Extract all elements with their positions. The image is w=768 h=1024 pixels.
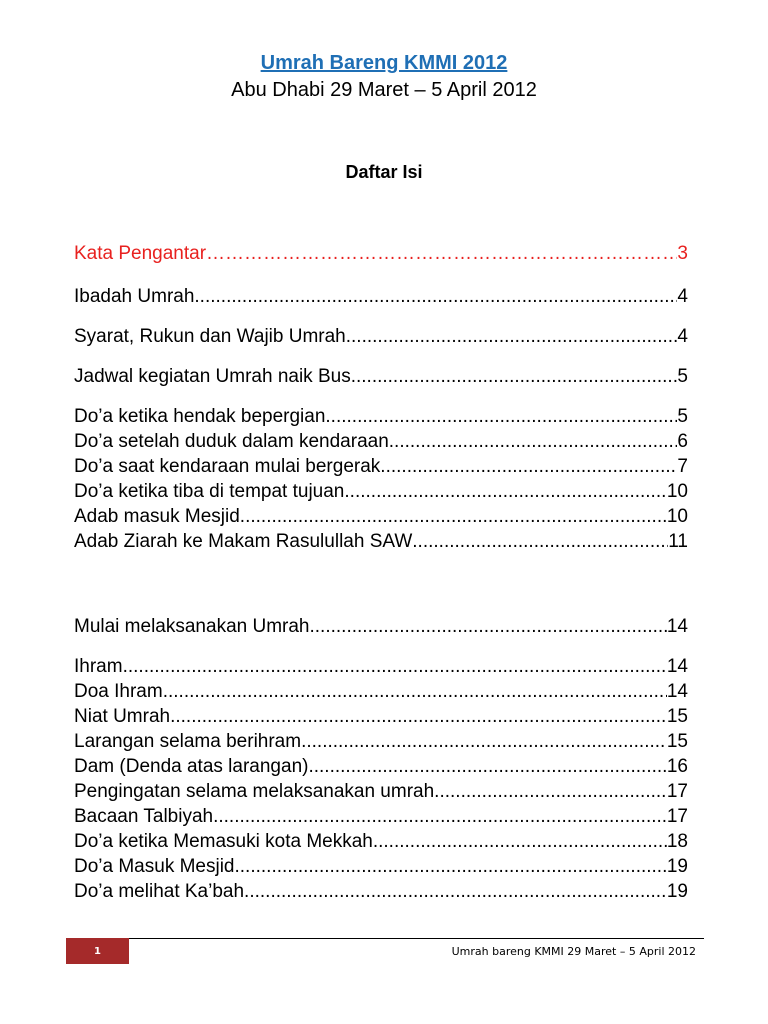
toc-entry-label: Ihram: [74, 656, 123, 677]
toc-entry-page: 14: [666, 616, 688, 637]
toc-leader: [123, 655, 667, 679]
toc-entry[interactable]: [74, 285, 688, 309]
toc-entry-label: Do’a melihat Ka’bah: [74, 881, 245, 902]
toc-leader: [389, 430, 678, 454]
toc-entry-page: 17: [666, 781, 688, 802]
toc-entry[interactable]: [74, 680, 688, 704]
toc-entry-page: 14: [666, 681, 688, 702]
toc-entry-page: 4: [677, 286, 688, 307]
document-title: Umrah Bareng KMMI 2012: [260, 52, 508, 74]
toc-entry-page: 15: [666, 706, 688, 727]
toc-leader: [244, 880, 667, 904]
toc-entry-page: 19: [666, 881, 688, 902]
footer-divider: [66, 938, 704, 939]
toc-leader: [206, 242, 677, 266]
footer-text: Umrah bareng KMMI 29 Maret – 5 April 2012: [451, 945, 696, 958]
toc-entry[interactable]: [74, 615, 688, 639]
toc-entry[interactable]: [74, 430, 688, 454]
toc-entry-page: 19: [666, 856, 688, 877]
toc-entry-page: 10: [666, 506, 688, 527]
toc-entry-label: Do’a ketika Memasuki kota Mekkah: [74, 831, 373, 852]
toc-entry[interactable]: [74, 455, 688, 479]
toc-entry-label: Bacaan Talbiyah: [74, 806, 214, 827]
toc-entry[interactable]: [74, 730, 688, 754]
footer-page-number: 1: [66, 938, 129, 964]
toc-entry-label: Syarat, Rukun dan Wajib Umrah: [74, 326, 346, 347]
toc-entry-page: 6: [677, 431, 688, 452]
toc-entry[interactable]: [74, 365, 688, 389]
toc-entry[interactable]: [74, 325, 688, 349]
toc-entry-page: 7: [677, 456, 688, 477]
toc-entry[interactable]: [74, 530, 688, 554]
toc-entry-page: 10: [666, 481, 688, 502]
toc-entry[interactable]: [74, 405, 688, 429]
toc-entry[interactable]: [74, 655, 688, 679]
toc-entry-page: 11: [668, 531, 688, 552]
toc-entry-page: 17: [666, 806, 688, 827]
toc-entry-page: 14: [666, 656, 688, 677]
toc-entry-label: Niat Umrah: [74, 706, 171, 727]
toc-leader: [351, 365, 678, 389]
toc-entry-label: Larangan selama berihram: [74, 731, 302, 752]
toc-entry[interactable]: [74, 705, 688, 729]
toc-leader: [325, 405, 677, 429]
toc-entry-label: Adab Ziarah ke Makam Rasulullah SAW: [74, 531, 413, 552]
toc-leader: [434, 780, 667, 804]
toc-entry-label: Ibadah Umrah: [74, 286, 195, 307]
toc-leader: [346, 325, 678, 349]
toc-entry-label: Do’a saat kendaraan mulai bergerak: [74, 456, 381, 477]
toc-leader: [310, 615, 667, 639]
toc-entry-label: Kata Pengantar: [74, 243, 207, 264]
toc-entry-label: Pengingatan selama melaksanakan umrah: [74, 781, 435, 802]
toc-leader: [213, 805, 667, 829]
toc-leader: [194, 285, 677, 309]
toc-entry-label: Mulai melaksanakan Umrah: [74, 616, 310, 637]
toc-entry-page: 5: [677, 406, 688, 427]
toc-entry[interactable]: [74, 780, 688, 804]
toc-entry-page: 4: [677, 326, 688, 347]
toc-entry-label: Dam (Denda atas larangan): [74, 756, 309, 777]
toc-entry-label: Adab masuk Mesjid: [74, 506, 240, 527]
toc-leader: [170, 705, 667, 729]
toc-leader: [412, 530, 668, 554]
document-subtitle: Abu Dhabi 29 Maret – 5 April 2012: [231, 79, 537, 101]
toc-entry-label: Do’a Masuk Mesjid: [74, 856, 235, 877]
toc-entry[interactable]: [74, 755, 688, 779]
toc-entry-label: Do’a setelah duduk dalam kendaraan: [74, 431, 389, 452]
toc-entry[interactable]: [74, 480, 688, 504]
toc-entry[interactable]: [74, 830, 688, 854]
toc-entry[interactable]: [74, 805, 688, 829]
toc-entry-page: 16: [666, 756, 688, 777]
toc-leader: [235, 855, 667, 879]
toc-leader: [344, 480, 666, 504]
toc-leader: [308, 755, 666, 779]
toc-leader: [240, 505, 667, 529]
toc-entry-label: Do’a ketika tiba di tempat tujuan: [74, 481, 345, 502]
toc-leader: [301, 730, 667, 754]
toc-leader: [380, 455, 677, 479]
toc-heading: Daftar Isi: [345, 162, 423, 182]
toc-entry-label: Jadwal kegiatan Umrah naik Bus: [74, 366, 351, 387]
toc-entry[interactable]: [74, 880, 688, 904]
toc-entry-page: 5: [677, 366, 688, 387]
toc-entry-label: Doa Ihram: [74, 681, 163, 702]
toc-leader: [163, 680, 667, 704]
toc-entry[interactable]: [74, 855, 688, 879]
toc-entry-page: 3: [677, 243, 688, 264]
toc-entry-page: 15: [666, 731, 688, 752]
toc-entry-page: 18: [666, 831, 688, 852]
toc-entry-label: Do’a ketika hendak bepergian: [74, 406, 326, 427]
toc-entry-kata-pengantar[interactable]: [74, 242, 688, 266]
toc-leader: [373, 830, 667, 854]
toc-entry[interactable]: [74, 505, 688, 529]
